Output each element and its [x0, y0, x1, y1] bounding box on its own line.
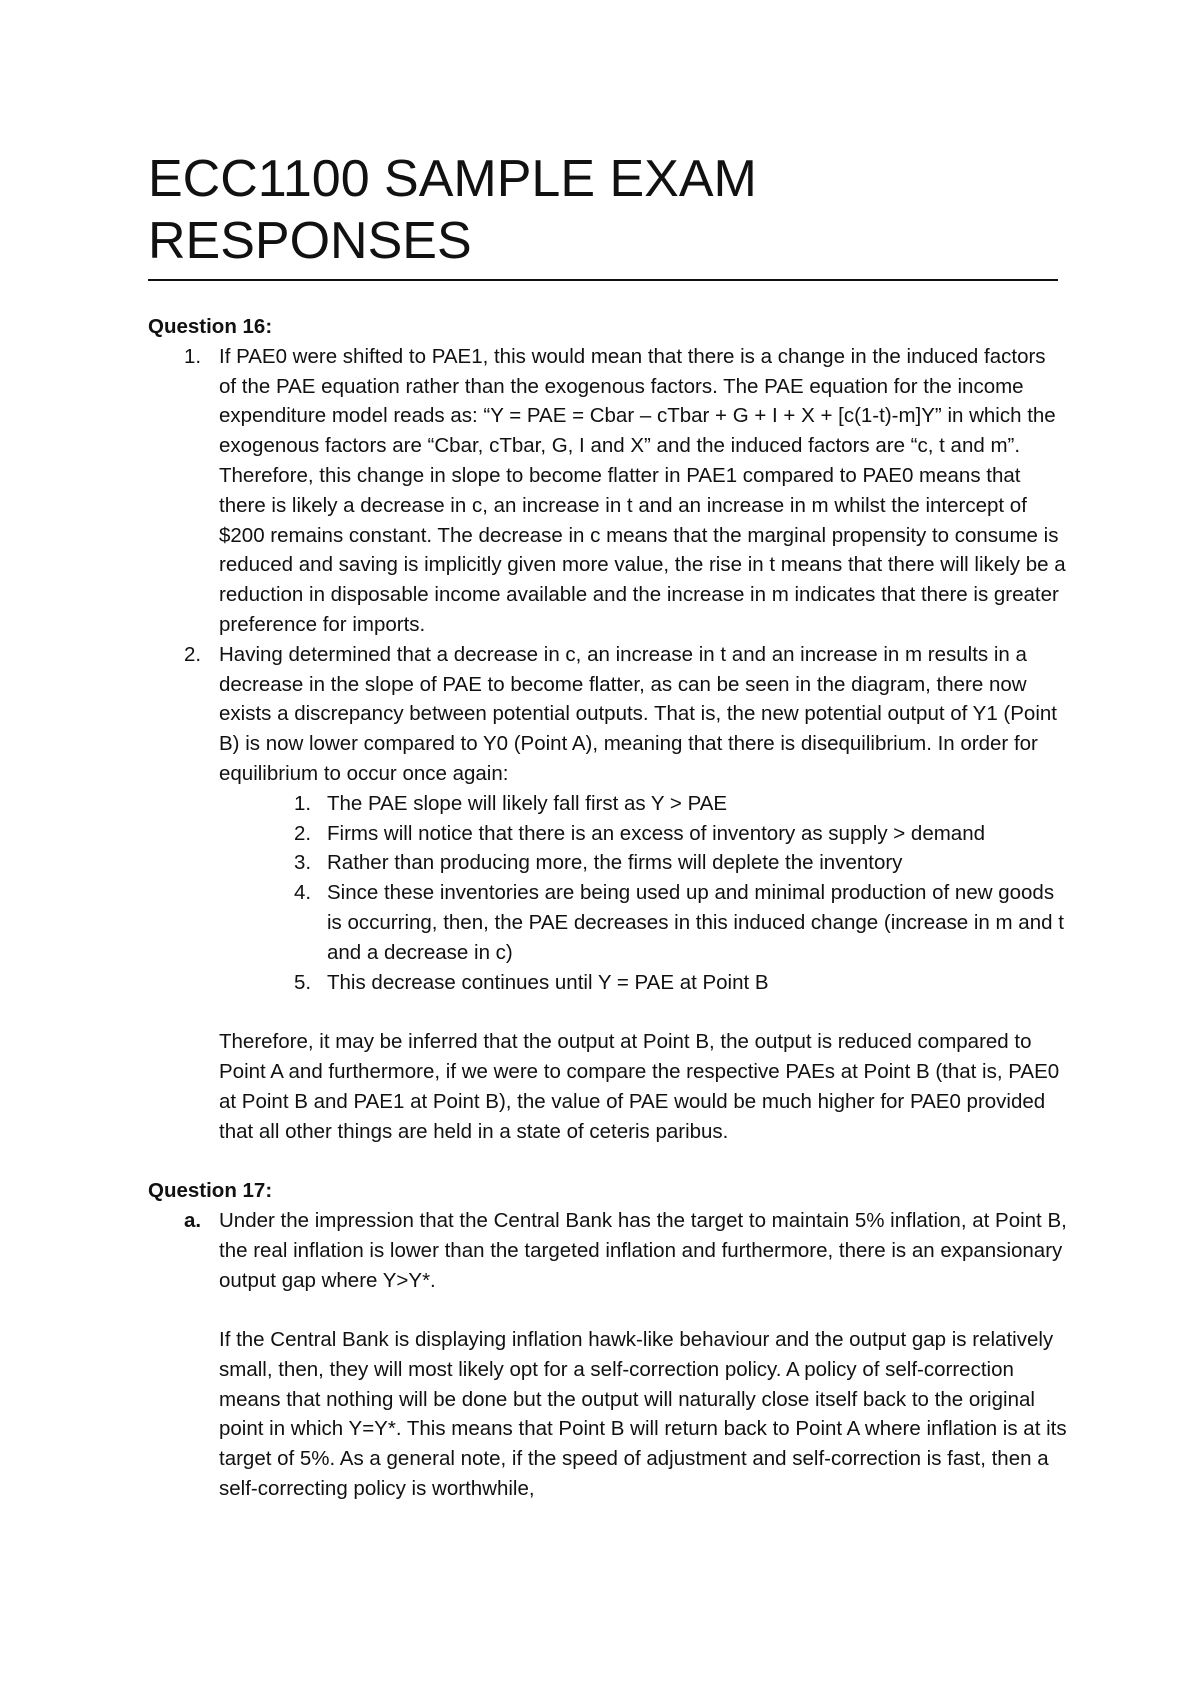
- list-marker: 5.: [294, 970, 312, 994]
- sub-list-item: [219, 819, 1068, 849]
- list-marker: 1.: [294, 791, 312, 815]
- sub-list-item: [219, 848, 1068, 878]
- q16-item-1-text: If PAE0 were shifted to PAE1, this would mean that there is a change in the induced factors of the PAE equation rather than the exogenous factors. The PAE equation for the income expenditure model reads as: “Y = PAE = Cbar – cTbar + G + I + X + [c(1-t)-m]Y” in which the exogenous factors are “Cbar, cTbar, G, I and X” and the induced factors are “c, t and m”. Therefore, this change in slope to become flatter in PAE1 compared to PAE0 means that there is likely a decrease in c, an increase in t and an increase in m whilst the intercept of $200 remains constant. The decrease in c means that the marginal propensity to consume is reduced and saving is implicitly given more value, the rise in t means that there will likely be a reduction in disposable income available and the increase in m indicates that there is greater preference for imports.: [219, 344, 1066, 636]
- sub-list-item-text: This decrease continues until Y = PAE at Point B: [327, 970, 769, 994]
- question-16-list: [148, 342, 1068, 1147]
- q16-conclusion: Therefore, it may be inferred that the output at Point B, the output is reduced compared to Point A and furthermore, if we were to compare the respective PAEs at Point B (that is, PAE0 at Point B and PAE1 at Point B), the value of PAE would be much higher for PAE0 provided that all other things are held in a state of ceteris paribus.: [219, 1030, 1060, 1143]
- q16-item-2: [148, 640, 1068, 1147]
- list-marker: 2.: [184, 642, 202, 666]
- sub-list-item: [219, 878, 1068, 967]
- list-marker: 2.: [294, 821, 312, 845]
- q17-item-a: [148, 1206, 1068, 1504]
- q16-item-2-sublist: [219, 789, 1068, 998]
- list-marker: a.: [184, 1208, 202, 1232]
- question-16-heading: Question 16:: [148, 315, 273, 338]
- sub-list-item-text: Firms will notice that there is an excess of inventory as supply > demand: [327, 821, 986, 845]
- list-marker: 1.: [184, 344, 202, 368]
- list-marker: 4.: [294, 881, 312, 905]
- sub-list-item-text: Since these inventories are being used up and minimal production of new goods is occurring, then, the PAE decreases in this induced change (increase in m and t and a decrease in c): [327, 881, 1064, 964]
- question-17-list: [148, 1206, 1068, 1504]
- sub-list-item: [219, 789, 1068, 819]
- q16-item-2-text: Having determined that a decrease in c, an increase in t and an increase in m results in a decrease in the slope of PAE to become flatter, as can be seen in the diagram, there now exists a discrepancy between potential outputs. That is, the new potential output of Y1 (Point B) is now lower compared to Y0 (Point A), meaning that there is disequilibrium. In order for equilibrium to occur once again:: [219, 642, 1057, 785]
- q17-item-a-text: Under the impression that the Central Bank has the target to maintain 5% inflation, at Point B, the real inflation is lower than the targeted inflation and furthermore, there is an expansionary output gap where Y>Y*.: [219, 1208, 1067, 1292]
- spacer: [219, 1295, 1068, 1325]
- sub-list-item-text: Rather than producing more, the firms will deplete the inventory: [327, 851, 903, 875]
- question-16-section: [148, 312, 1068, 1146]
- document-body: [148, 312, 1068, 1504]
- list-marker: 3.: [294, 851, 312, 875]
- question-17-section: [148, 1176, 1068, 1504]
- q17-item-a-paragraph-2: If the Central Bank is displaying inflation hawk-like behaviour and the output gap is relatively small, then, they will most likely opt for a self-correction policy. A policy of self-correction means that nothing will be done but the output will naturally close itself back to the original point in which Y=Y*. This means that Point B will return back to Point A where inflation is at its target of 5%. As a general note, if the speed of adjustment and self-correction is fast, then a self-correcting policy is worthwhile,: [219, 1328, 1067, 1501]
- title-underline: [148, 279, 1058, 281]
- document-title: ECC1100 SAMPLE EXAM RESPONSES: [148, 150, 757, 270]
- question-17-heading: Question 17:: [148, 1179, 273, 1203]
- spacer: [219, 997, 1068, 1027]
- sub-list-item: [219, 968, 1068, 998]
- sub-list-item-text: The PAE slope will likely fall first as Y > PAE: [327, 791, 728, 815]
- q16-item-1: [148, 342, 1068, 640]
